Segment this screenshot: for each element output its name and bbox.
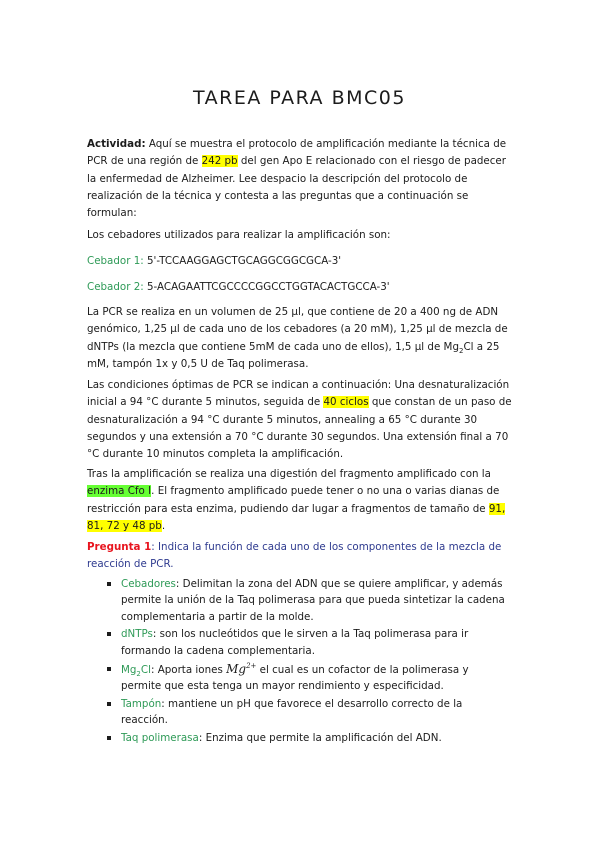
answer-list [107,576,512,748]
answer-term-mg: Mg [121,663,137,676]
bullet-icon [107,632,111,636]
answer-text: : mantiene un pH que favorece el desarrollo correcto de la reacción. [121,697,463,727]
digestion-paragraph [87,466,517,535]
answer-term [121,664,151,676]
bullet-icon [107,702,111,706]
activity-label: Actividad: [87,138,146,150]
answer-term: Taq polimerasa [121,732,199,745]
pcr-volume-text-2: Cl a 25 mM, tampón 1x y 0,5 U de Taq polimerasa. [87,340,500,370]
primers-intro: Los cebadores utilizados para realizar la amplificación son: [87,229,391,241]
document-title: TAREA PARA BMC05 [193,86,406,109]
answer-item-cebadores [107,576,512,625]
answer-text: : son los nucleótidos que le sirven a la Taq polimerasa para ir formando la cadena complementaria. [121,628,469,657]
bullet-icon [107,667,111,671]
answer-term: Tampón [121,697,162,710]
primer-1-line [87,253,517,270]
bullet-icon [107,736,111,740]
primer-2-sequence: 5-ACAGAATTCGCCCCGGCCTGGTACACTGCCA-3' [143,281,390,293]
conditions-text-1: Las condiciones óptimas de PCR se indican a continuación: Una desnaturalización inicial a 94 °C durante 5 minutos, seguida de [87,379,510,409]
question-1-text: : Indica la función de cada uno de los componentes de la mezcla de reacción de PCR. [87,541,502,571]
primer-2-label: Cebador 2: [87,281,144,293]
answer-term: dNTPs [121,628,153,641]
pcr-volume-paragraph [87,304,517,373]
pcr-volume-text-1: La PCR se realiza en un volumen de 25 µl, que contiene de 20 a 400 ng de ADN genómico, 1,25 µl de cada uno de los cebadores (a 20 mM), 1,25 µl de mezcla de dNTPs (la mezcla que contiene 5mM de cada uno de ellos), 1,5 µl de Mg [87,306,508,353]
activity-text-2: del gen Apo E relacionado con el riesgo de padecer la enfermedad de Alzheimer. Lee despacio la descripción del protocolo de realización de la técnica y contesta a las preguntas que a continuación se formulan: [87,155,506,220]
conditions-text-2: que constan de un paso de desnaturalización a 94 °C durante 5 minutos, annealing a 65 °C durante 30 segundos y una extensión a 70 °C durante 30 segundos. Una extensión final a 70 °C durante 10 minutos completa la amplificación. [87,396,512,461]
primer-1-sequence: 5'-TCCAAGGAGCTGCAGGCGGCGCA-3' [143,255,342,267]
question-1 [87,539,517,574]
digestion-text-2: . El fragmento amplificado puede tener o no una o varias dianas de restricción para esta enzima, pudiendo dar lugar a fragmentos de tamaño de [87,485,500,515]
answer-text-2: el cual es un cofactor de la polimerasa y permite que esta tenga un mayor rendimiento y especificidad. [121,663,469,692]
magnesium-ion-formula [226,662,256,676]
cycles-highlight: 40 ciclos [323,396,369,409]
answer-text: : Enzima que permite la amplificación del ADN. [198,732,442,745]
conditions-paragraph [87,377,517,463]
answer-term-subscript: 2 [136,669,141,678]
activity-text-1: Aquí se muestra el protocolo de amplificación mediante la técnica de PCR de una región de [87,138,507,168]
pcr-volume-subscript: 2 [458,346,464,355]
bullet-icon [107,582,111,586]
answer-text-1: : Aporta iones [150,663,227,676]
primer-1-label: Cebador 1: [87,255,144,267]
fragment-size-highlight: 242 pb [201,155,238,168]
answer-item-tampon [107,696,512,729]
ion-symbol: Mg [226,661,247,676]
ion-charge: 2+ [246,661,257,670]
answer-item-taq [107,730,512,746]
answer-text: : Delimitan la zona del ADN que se quiere amplificar, y además permite la unión de la Taq polimerasa para que pueda sintetizar la cadena complementaria a partir de la molde. [121,578,505,623]
activity-paragraph [87,136,517,222]
fragments-highlight: 91, 81, 72 y 48 pb [87,502,506,532]
digestion-text-3: . [161,519,166,532]
enzyme-highlight: enzima Cfo I [87,485,152,498]
answer-item-dntps [107,626,512,659]
digestion-text-1: Tras la amplificación se realiza una digestión del fragmento amplificado con la [87,468,491,480]
question-1-label: Pregunta 1 [87,541,152,553]
answer-item-mgcl [107,661,512,695]
answer-term: Cebadores [121,578,176,590]
primer-2-line [87,279,517,296]
answer-term-cl: Cl [140,663,151,676]
